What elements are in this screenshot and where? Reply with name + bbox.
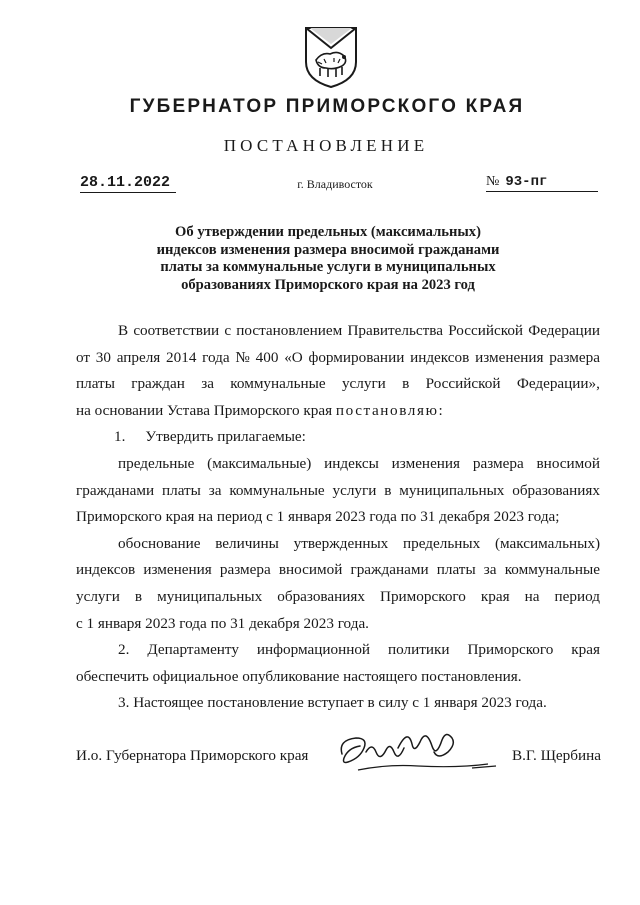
coat-of-arms-icon bbox=[302, 24, 360, 90]
handwritten-signature bbox=[332, 724, 502, 780]
resolve-word: постановляю: bbox=[335, 401, 445, 419]
body-word: апреля bbox=[116, 348, 161, 366]
body-word: 2014 bbox=[166, 348, 197, 366]
body-word: муниципальных bbox=[157, 587, 263, 605]
body-word: за bbox=[201, 375, 214, 393]
body-word: года bbox=[202, 348, 230, 366]
body-word: платы bbox=[76, 375, 115, 393]
body-word: информационной bbox=[256, 641, 371, 659]
body-line: обеспечить официальное опубликование настоящего постановления. bbox=[76, 667, 522, 685]
body-word: политики bbox=[388, 641, 450, 659]
body-word: «О bbox=[284, 348, 303, 366]
document-type: ПОСТАНОВЛЕНИЕ bbox=[223, 136, 429, 155]
body-line: 3. Настоящее постановление вступает в силу с 1 января 2023 года. bbox=[118, 694, 547, 712]
body-word: (максимальных) bbox=[494, 534, 600, 552]
body-line bbox=[76, 531, 600, 558]
body-line: с 1 января 2023 года по 31 декабря 2023 года. bbox=[76, 614, 369, 632]
body-line bbox=[76, 398, 600, 425]
document-city: г. Владивосток bbox=[297, 177, 373, 191]
body-line bbox=[76, 424, 600, 451]
body-word: за bbox=[483, 561, 497, 579]
body-word: изменения bbox=[143, 561, 212, 579]
body-line bbox=[76, 557, 600, 584]
body-word: 30 bbox=[95, 348, 111, 366]
body-line bbox=[76, 478, 600, 505]
body-word: размера bbox=[219, 561, 271, 579]
body-word: образованиях bbox=[277, 587, 365, 605]
body-word: изменения bbox=[391, 454, 461, 472]
body-word: платы bbox=[436, 561, 476, 579]
body-word: предельных bbox=[403, 534, 481, 552]
body-word: постановлением bbox=[236, 322, 343, 339]
body-word: Правительства bbox=[347, 322, 444, 339]
body-word: на bbox=[524, 587, 540, 605]
title-line: платы за коммунальные услуги в муниципальных bbox=[160, 259, 496, 276]
body-word: Приморского bbox=[467, 641, 554, 659]
body-word: 400 bbox=[255, 348, 279, 366]
body-word: размера bbox=[549, 348, 600, 366]
document-body bbox=[76, 318, 600, 717]
body-word: коммунальные bbox=[230, 375, 326, 393]
body-word: вносимой bbox=[278, 561, 343, 579]
number-value: 93-пг bbox=[505, 174, 548, 190]
body-line bbox=[76, 451, 600, 478]
body-word: образованиях bbox=[512, 481, 600, 499]
body-word: обоснование bbox=[118, 534, 201, 552]
title-line: образованиях Приморского края на 2023 год bbox=[181, 276, 475, 293]
body-word: индексов bbox=[76, 561, 136, 579]
body-word: формировании bbox=[308, 348, 405, 366]
body-word: Российской bbox=[425, 375, 501, 393]
body-word: В bbox=[118, 322, 129, 339]
body-word: № bbox=[235, 348, 250, 366]
body-word: размера bbox=[472, 454, 524, 472]
signatory-name: В.Г. Щербина bbox=[512, 747, 601, 764]
body-word: Федерации», bbox=[516, 375, 600, 393]
body-word: от bbox=[76, 348, 91, 366]
body-word: в bbox=[402, 375, 410, 393]
body-word: края bbox=[571, 641, 600, 659]
body-word: коммунальные bbox=[229, 481, 325, 499]
body-line: Приморского края на период с 1 января 2023 года по 31 декабря 2023 года; bbox=[76, 508, 560, 526]
body-word: (максимальные) bbox=[207, 454, 312, 472]
body-word: индексы bbox=[324, 454, 379, 472]
body-line bbox=[76, 318, 600, 345]
body-word: предельные bbox=[118, 454, 195, 472]
body-word: с bbox=[224, 322, 232, 339]
body-word: соответствии bbox=[133, 322, 220, 339]
item-number: 1. bbox=[114, 428, 126, 446]
document-date: 28.11.2022 bbox=[80, 174, 176, 193]
body-text: Утвердить прилагаемые: bbox=[145, 428, 306, 446]
body-line bbox=[76, 637, 600, 664]
body-word: услуги bbox=[76, 587, 120, 605]
signatory-position: И.о. Губернатора Приморского края bbox=[76, 747, 309, 764]
body-text: на основании Устава Приморского края bbox=[76, 401, 333, 419]
document-title bbox=[120, 224, 536, 294]
authority-title: ГУБЕРНАТОР ПРИМОРСКОГО КРАЯ bbox=[129, 96, 525, 117]
body-word: в bbox=[384, 481, 392, 499]
number-sign: № bbox=[486, 174, 500, 189]
body-word: услуги bbox=[341, 375, 386, 393]
body-word: утвержденных bbox=[293, 534, 389, 552]
body-line bbox=[76, 371, 600, 398]
body-word: величины bbox=[215, 534, 279, 552]
body-word: платы bbox=[161, 481, 201, 499]
body-word: гражданами bbox=[350, 561, 429, 579]
body-word: Приморского bbox=[379, 587, 466, 605]
body-word: гражданами bbox=[76, 481, 155, 499]
body-word: Российской bbox=[448, 322, 524, 339]
body-line bbox=[76, 584, 600, 611]
body-line bbox=[76, 345, 600, 372]
body-word: коммунальные bbox=[504, 561, 600, 579]
document-number bbox=[486, 174, 598, 192]
body-word: граждан bbox=[131, 375, 185, 393]
body-word: изменения bbox=[475, 348, 544, 366]
body-word: Департаменту bbox=[147, 641, 239, 659]
title-line: индексов изменения размера вносимой гражданами bbox=[156, 241, 500, 258]
body-word: муниципальных bbox=[399, 481, 505, 499]
body-word: вносимой bbox=[536, 454, 600, 472]
body-word: индексов bbox=[410, 348, 470, 366]
body-word: 2. bbox=[118, 641, 130, 659]
body-word: за bbox=[208, 481, 222, 499]
title-line: Об утверждении предельных (максимальных) bbox=[175, 224, 481, 240]
body-word: услуги bbox=[332, 481, 377, 499]
body-word: период bbox=[554, 587, 600, 605]
body-word: в bbox=[134, 587, 143, 605]
body-word: Федерации bbox=[528, 322, 600, 339]
body-word: края bbox=[480, 587, 510, 605]
